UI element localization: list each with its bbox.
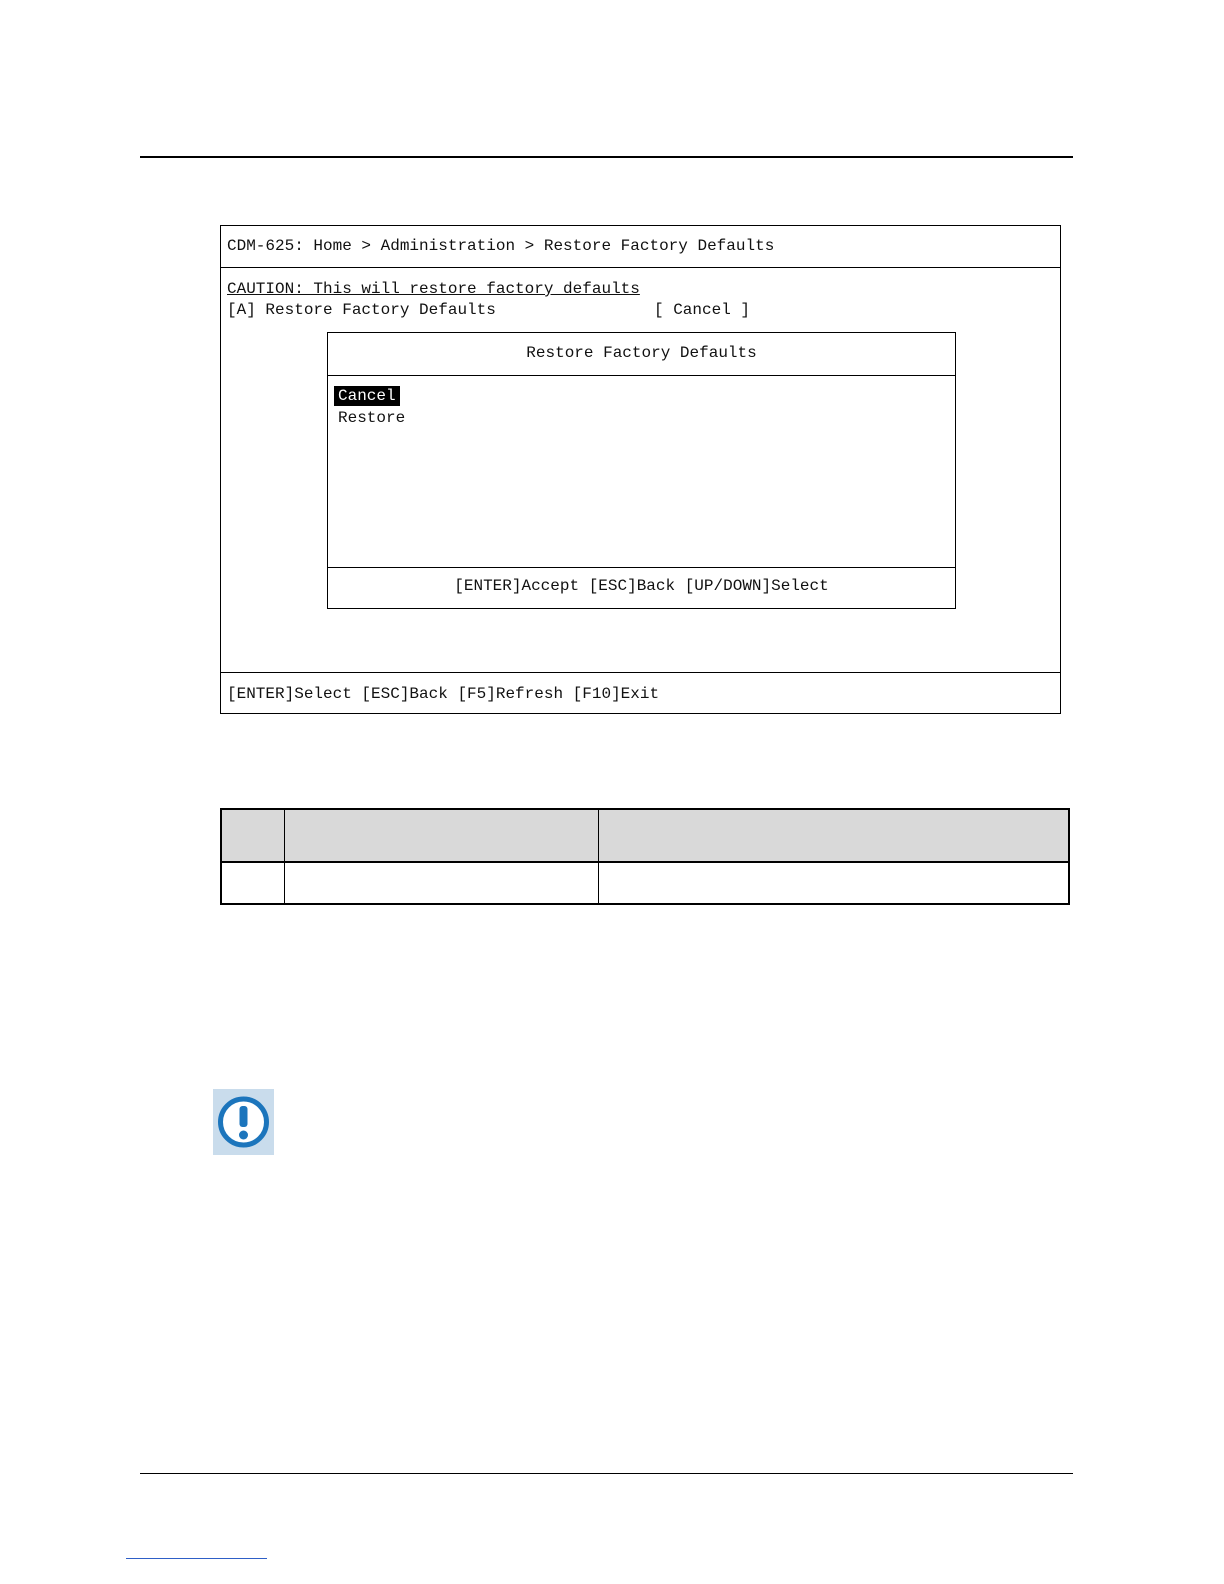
dialog-title-divider <box>328 375 955 376</box>
option-cancel[interactable]: Cancel <box>334 386 400 406</box>
info-table <box>220 808 1070 905</box>
exclamation-circle-icon <box>213 1089 274 1155</box>
menu-item-value[interactable]: [ Cancel ] <box>654 301 751 319</box>
option-restore[interactable]: Restore <box>338 409 406 427</box>
terminal-header-divider <box>221 267 1060 268</box>
terminal-breadcrumb: CDM-625: Home > Administration > Restore Factory Defaults <box>227 237 775 255</box>
table-header-row <box>221 809 1069 862</box>
dialog-title: Restore Factory Defaults <box>526 344 757 362</box>
restore-dialog <box>327 332 956 609</box>
table-header-cell <box>599 809 1070 862</box>
table-cell <box>285 862 599 904</box>
table-row <box>221 862 1069 904</box>
table-header-cell <box>221 809 285 862</box>
table-cell <box>221 862 285 904</box>
table-cell <box>599 862 1070 904</box>
table-header-cell <box>285 809 599 862</box>
terminal-footer-hints: [ENTER]Select [ESC]Back [F5]Refresh [F10]Exit <box>227 685 660 703</box>
dialog-footer-hints: [ENTER]Accept [ESC]Back [UP/DOWN]Select <box>454 577 829 595</box>
caution-text: CAUTION: This will restore factory defaults <box>227 280 640 298</box>
header-rule <box>140 156 1073 158</box>
menu-item-restore-factory-defaults[interactable]: [A] Restore Factory Defaults <box>227 301 496 319</box>
terminal-screen <box>220 225 1061 714</box>
footer-link-underline[interactable] <box>126 1558 267 1559</box>
footer-rule <box>140 1473 1073 1474</box>
terminal-footer-divider <box>221 672 1060 673</box>
dialog-footer-divider <box>328 567 955 568</box>
